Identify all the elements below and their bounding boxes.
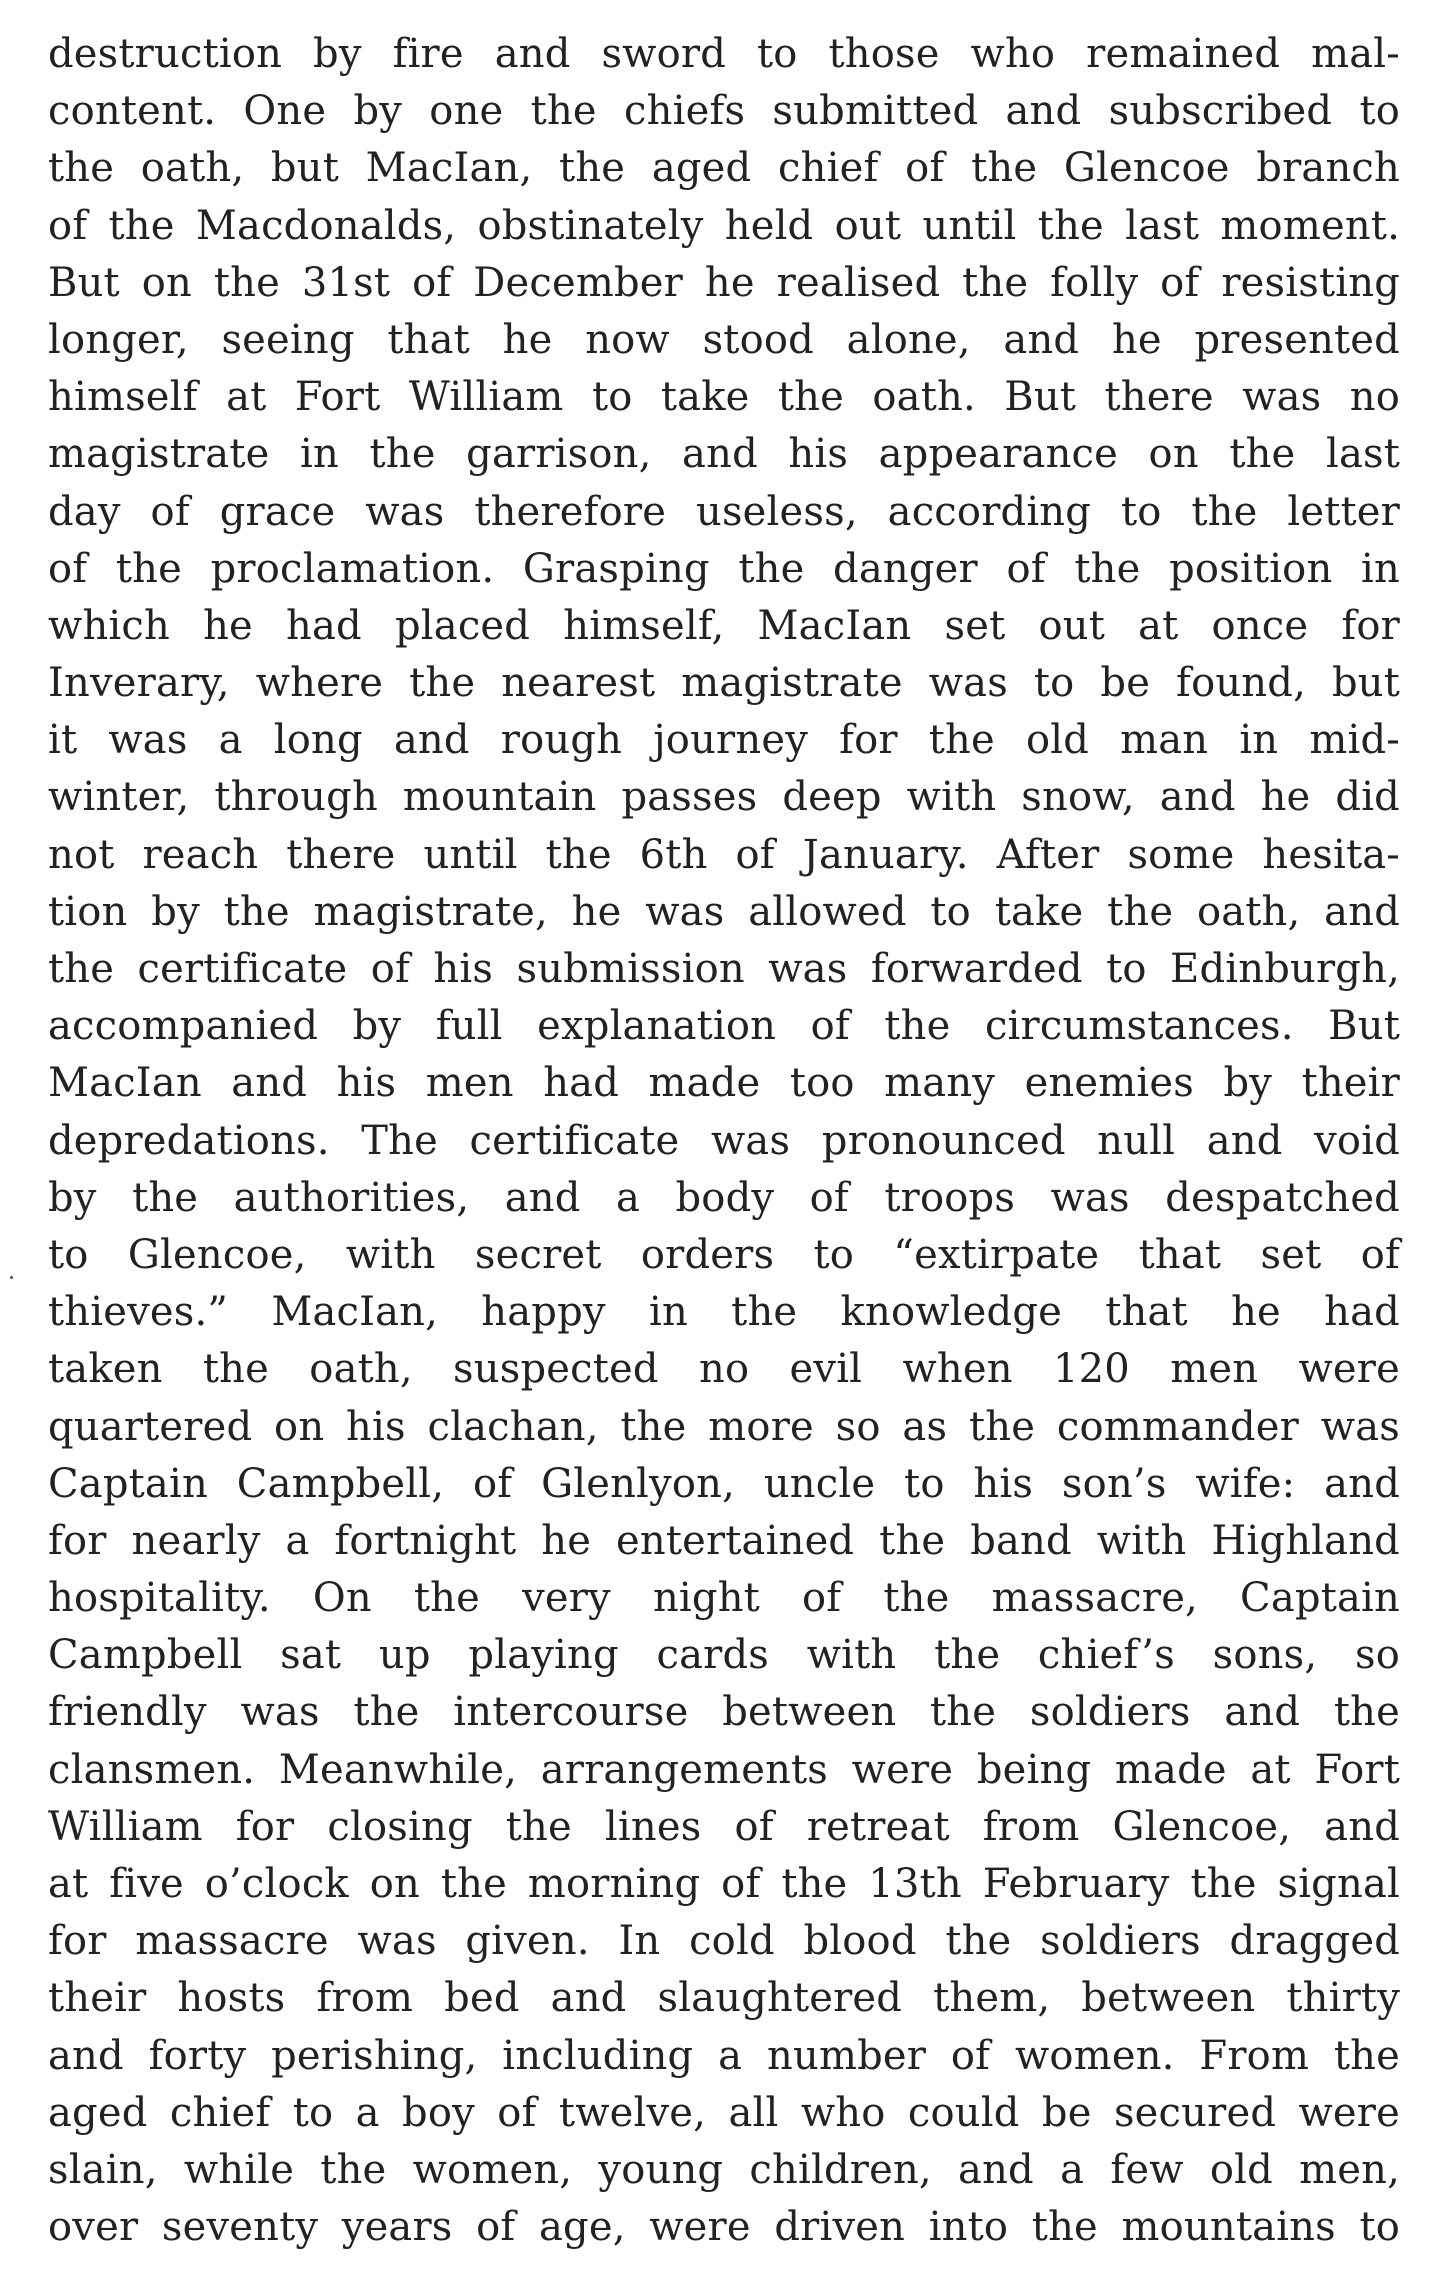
text-line: the oath, but MacIan, the aged chief of the Glencoe branch — [48, 145, 1400, 192]
text-line: winter, through mountain passes deep with snow, and he did — [48, 774, 1400, 821]
text-line: slain, while the women, young children, and a few old men, — [48, 2146, 1400, 2193]
text-line: of the Macdonalds, obstinately held out until the last moment. — [48, 202, 1400, 249]
text-line: for massacre was given. In cold blood the soldiers dragged — [48, 1918, 1400, 1965]
text-line: magistrate in the garrison, and his appearance on the last — [48, 431, 1400, 478]
text-line: himself at Fort William to take the oath. But there was no — [48, 374, 1400, 421]
text-line: by the authorities, and a body of troops was despatched — [48, 1174, 1400, 1221]
text-line: which he had placed himself, MacIan set out at once for — [48, 602, 1400, 649]
text-line: at five o’clock on the morning of the 13th February the signal — [48, 1861, 1400, 1907]
paper-speck — [10, 1276, 13, 1279]
text-line: aged chief to a boy of twelve, all who could be secured were — [48, 2089, 1400, 2136]
text-line: clansmen. Meanwhile, arrangements were being made at Fort — [48, 1746, 1400, 1793]
text-line: taken the oath, suspected no evil when 120 men were — [48, 1346, 1400, 1393]
text-line: the certificate of his submission was forwarded to Edinburgh, — [48, 946, 1400, 992]
text-line: for nearly a fortnight he entertained the band with Highland — [48, 1517, 1400, 1564]
text-line: not reach there until the 6th of January. After some hesita- — [48, 831, 1400, 878]
text-line: William for closing the lines of retreat from Glencoe, and — [48, 1803, 1400, 1850]
text-line: tion by the magistrate, he was allowed to take the oath, and — [48, 888, 1400, 935]
text-line: longer, seeing that he now stood alone, and he presented — [48, 316, 1400, 363]
text-line: MacIan and his men had made too many enemies by their — [48, 1060, 1400, 1107]
text-line: But on the 31st of December he realised the folly of resisting — [48, 259, 1400, 306]
text-line: day of grace was therefore useless, according to the letter — [48, 488, 1400, 535]
text-line: of the proclamation. Grasping the danger of the position in — [48, 545, 1400, 592]
text-line: accompanied by full explanation of the circumstances. But — [48, 1003, 1400, 1050]
text-line: hospitality. On the very night of the massacre, Captain — [48, 1575, 1400, 1622]
text-line: it was a long and rough journey for the old man in mid- — [48, 717, 1400, 764]
text-line: depredations. The certificate was pronounced null and void — [48, 1117, 1400, 1164]
text-line: Captain Campbell, of Glenlyon, uncle to his son’s wife: and — [48, 1460, 1400, 1507]
text-line: and forty perishing, including a number of women. From the — [48, 2032, 1400, 2079]
text-line: thieves.” MacIan, happy in the knowledge that he had — [48, 1289, 1400, 1336]
body-text — [48, 26, 1400, 2256]
text-line: to Glencoe, with secret orders to “extirpate that set of — [48, 1231, 1400, 1278]
text-line: Campbell sat up playing cards with the chief’s sons, so — [48, 1632, 1400, 1679]
text-line: friendly was the intercourse between the soldiers and the — [48, 1689, 1400, 1736]
text-line: Inverary, where the nearest magistrate was to be found, but — [48, 660, 1400, 707]
text-line: content. One by one the chiefs submitted and subscribed to — [48, 88, 1400, 135]
text-line: their hosts from bed and slaughtered them, between thirty — [48, 1975, 1400, 2022]
text-line: destruction by fire and sword to those who remained mal- — [48, 31, 1400, 77]
text-line: over seventy years of age, were driven into the mountains to — [48, 2204, 1400, 2251]
text-line: quartered on his clachan, the more so as the commander was — [48, 1403, 1400, 1450]
